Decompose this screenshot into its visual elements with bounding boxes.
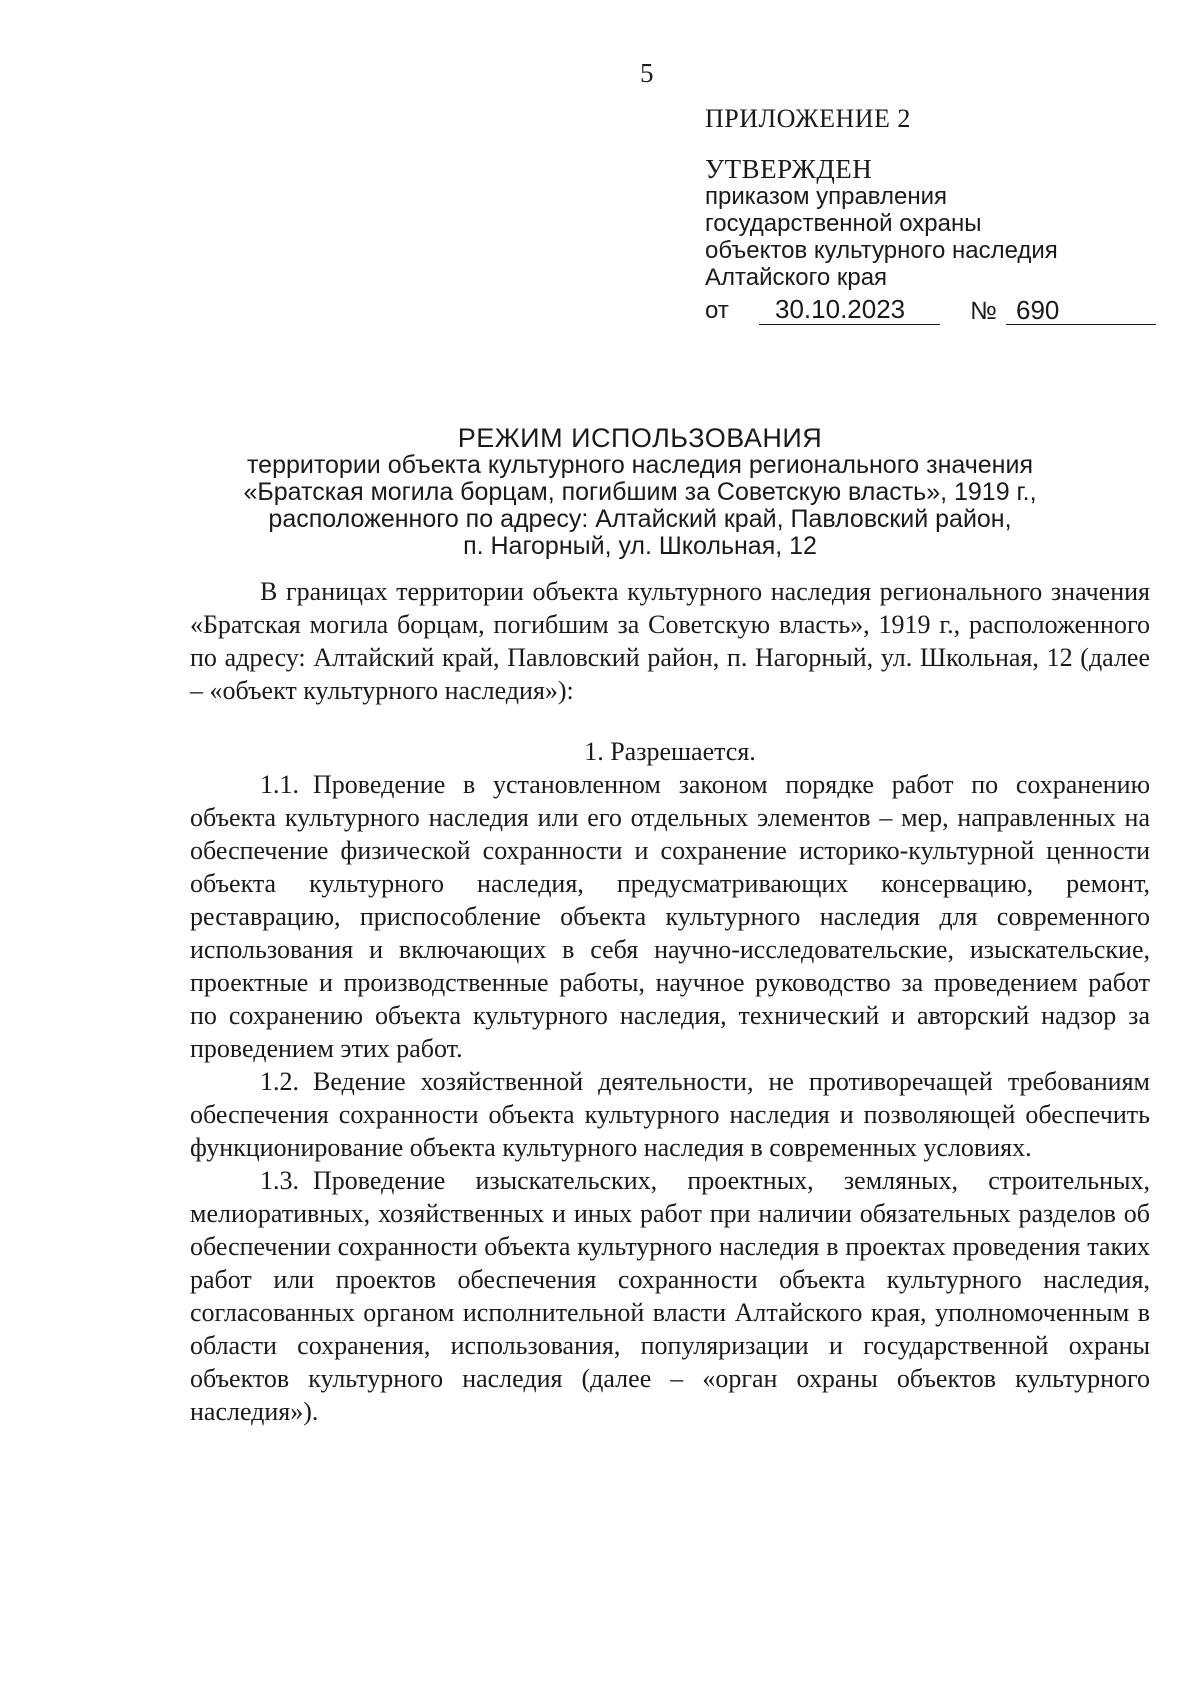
clause-1-2 <box>190 1065 1150 1164</box>
clause-text: Проведение в установленном законом порядке работ по сохранению объекта культурного наследия или его отдельных элементов – мер, направленных на обеспечение физической сохранности и сохранение историко-культурной ценности объекта культурного наследия, предусматривающих консервацию, ремонт, реставрацию, приспособление объекта культурного наследия для современного использования и включающих в себя научно-исследовательские, изыскательские, проектные и производственные работы, научное руководство за проведением работ по сохранению объекта культурного наследия, технический и авторский надзор за проведением этих работ. <box>190 770 1150 1063</box>
page-number: 5 <box>640 58 654 88</box>
clause-number: 1.2. <box>260 1067 299 1096</box>
clause-text: Ведение хозяйственной деятельности, не противоречащей требованиям обеспечения сохранности объекта культурного наследия и позволяющей обеспечить функционирование объекта культурного наследия в современных условиях. <box>190 1067 1150 1162</box>
intro-paragraph: В границах территории объекта культурного наследия регионального значения «Братская могила борцам, погибшим за Советскую власть», 1919 г., расположенного по адресу: Алтайский край, Павловский район, п. Нагорный, ул. Школьная, 12 (далее – «объект культурного наследия»): <box>190 577 1150 705</box>
approval-line: Алтайского края <box>705 264 888 291</box>
clause-number: 1.1. <box>260 770 299 799</box>
clause-number: 1.3. <box>260 1166 299 1195</box>
approval-line: приказом управления <box>705 183 948 210</box>
order-date-number <box>705 295 1175 325</box>
heading-line: расположенного по адресу: Алтайский край, Павловский район, <box>268 505 1012 533</box>
clause-text: Проведение изыскательских, проектных, земляных, строительных, мелиоративных, хозяйственных и иных работ при наличии обязательных разделов об обеспечении сохранности объекта культурного наследия в проектах проведения таких работ или проектов обеспечения сохранности объекта культурного наследия, согласованных органом исполнительной власти Алтайского края, уполномоченным в области сохранения, использования, популяризации и государственной охраны объектов культурного наследия (далее – «орган охраны объектов культурного наследия»). <box>190 1166 1150 1426</box>
clause-1-3 <box>190 1164 1150 1428</box>
clause-1-1 <box>190 768 1150 1065</box>
approved-label: УТВЕРЖДЕН <box>705 154 873 184</box>
document-title: РЕЖИМ ИСПОЛЬЗОВАНИЯ <box>457 423 823 453</box>
approval-line: объектов культурного наследия <box>705 237 1058 264</box>
number-label: № <box>970 297 997 325</box>
order-date: 30.10.2023 <box>759 295 940 325</box>
approval-block <box>705 105 1175 325</box>
heading-line: «Братская могила борцам, погибшим за Советскую власть», 1919 г., <box>243 478 1037 506</box>
section-title: 1. Разрешается. <box>584 737 756 766</box>
document-heading <box>190 425 1090 560</box>
approval-line: государственной охраны <box>705 210 982 237</box>
appendix-title: ПРИЛОЖЕНИЕ 2 <box>705 104 911 133</box>
document-body <box>190 575 1150 1428</box>
date-label: от <box>705 297 729 324</box>
heading-line: п. Нагорный, ул. Школьная, 12 <box>463 532 817 560</box>
order-number: 690 <box>1006 296 1156 325</box>
heading-line: территории объекта культурного наследия регионального значения <box>247 451 1033 479</box>
